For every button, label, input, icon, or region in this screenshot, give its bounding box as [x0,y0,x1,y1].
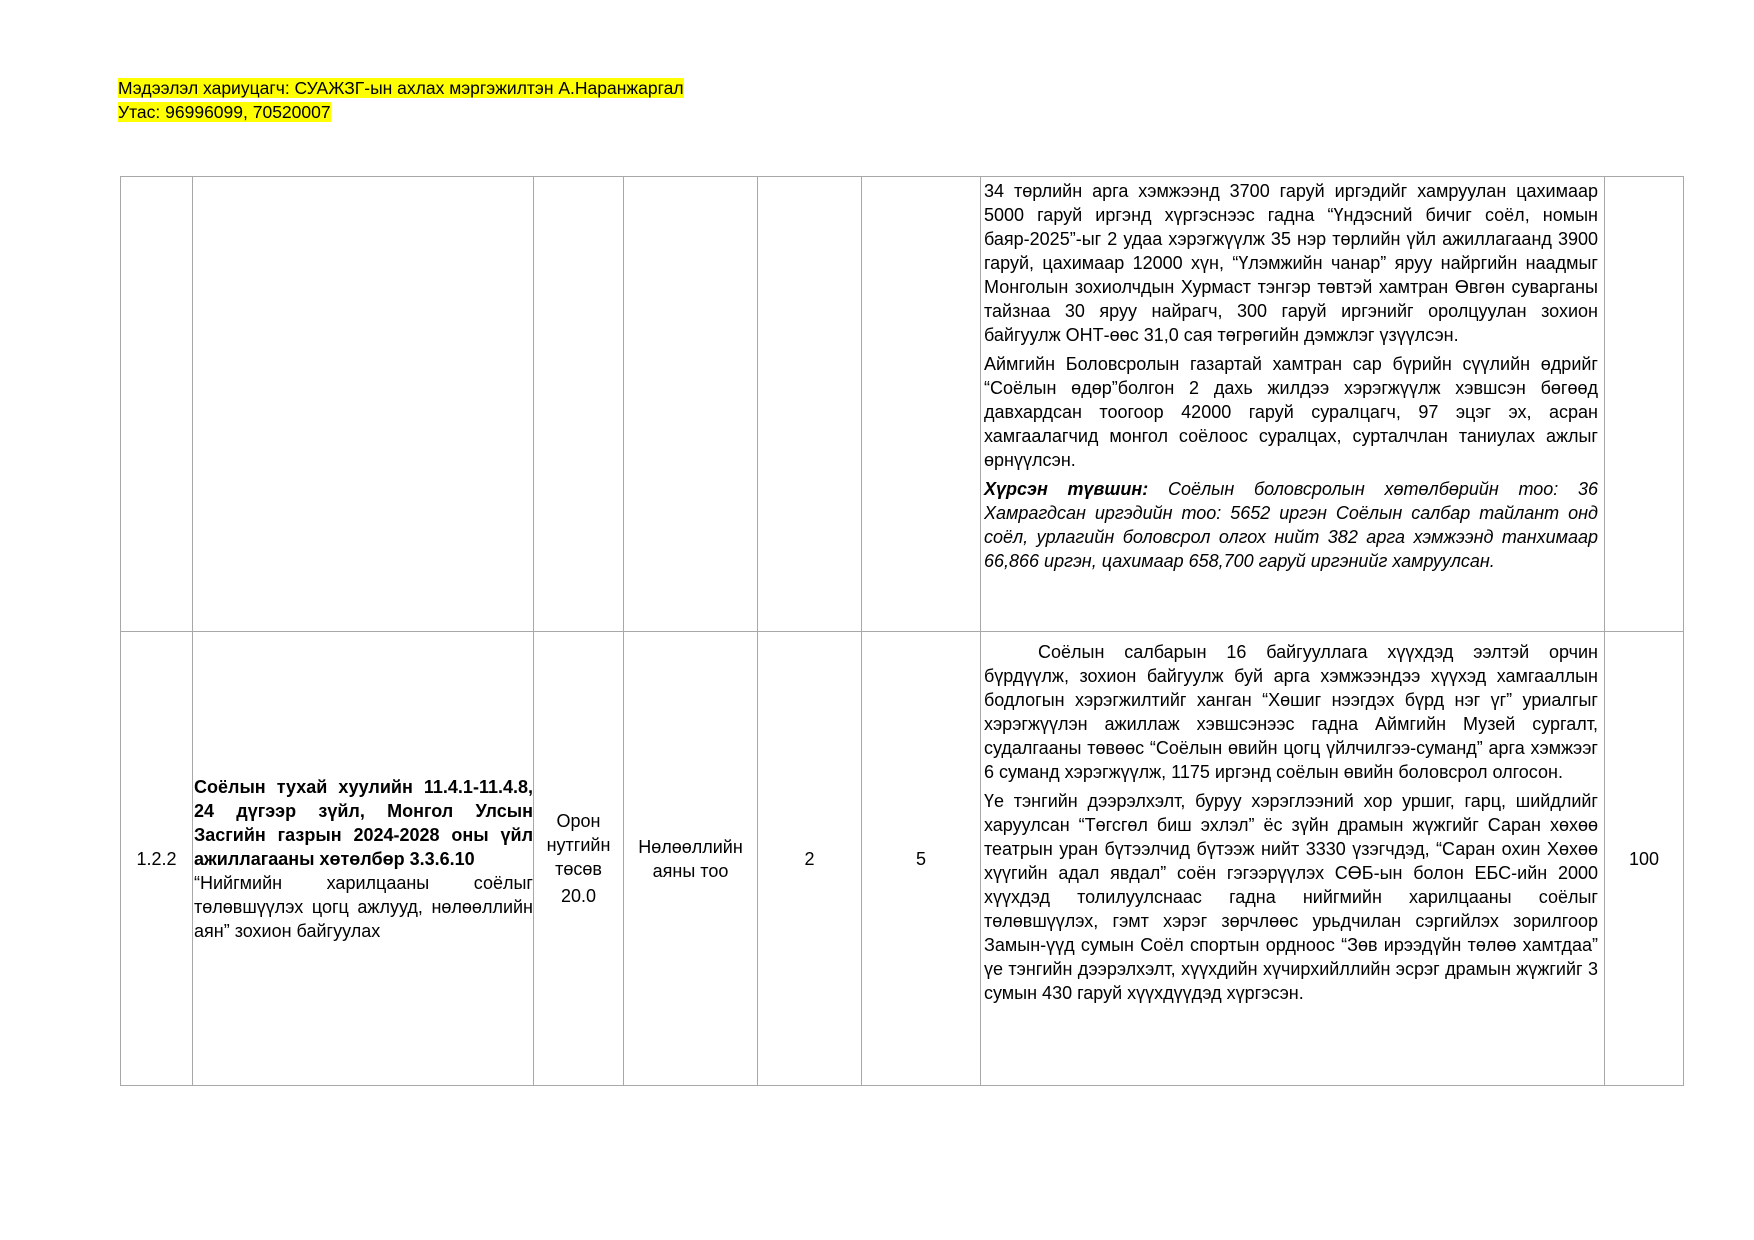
responsible-info [118,76,684,124]
achieved-label: Хүрсэн түвшин: [984,479,1149,499]
baseline-cell [758,177,862,632]
funding-cell [534,177,624,632]
phone-numbers: Утас: 96996099, 70520007 [118,102,331,122]
indicator-cell [624,177,758,632]
target-cell [862,177,981,632]
score-cell [1605,177,1684,632]
funding-amount: 20.0 [560,886,597,906]
number-cell: 1.2.2 [121,632,193,1086]
description-paragraph: 34 төрлийн арга хэмжээнд 3700 гаруй иргэдийг хамруулан цахимаар 5000 гаруй иргэнд хүргэснээс гадна “Үндэсний бичиг соёл, номын баяр-2025”-ыг 2 удаа хэрэгжүүлж 35 нэр төрлийн үйл ажиллагаанд 3900 гаруй, цахимаар 12000 хүн, “Үлэмжийн чанар” яруу найргийн наадмыг Монголын зохиолчдын Хурмаст тэнгэр төвтэй хамтран Өвгөн суварганы тайзнаа 30 яруу найрагч, 300 гаруй иргэнийг оролцуулан зохион байгуулж ОНТ-өөс 31,0 сая төгрөгийн дэмжлэг үзүүлсэн. [984,181,1598,345]
report-table [120,176,1684,1086]
indicator-cell: Нөлөөллийн аяны тоо [624,632,758,1086]
action-name-bold: Соёлын тухай хуулийн 11.4.1-11.4.8, 24 дүгээр зүйл, Монгол Улсын Засгийн газрын 2024-2028 оны үйл ажиллагааны хөтөлбөр 3.3.6.10 [194,776,533,869]
number-cell [121,177,193,632]
name-cell [193,632,534,1086]
score-cell: 100 [1605,632,1684,1086]
action-name-text: “Нийгмийн харилцааны соёлыг төлөвшүүлэх цогц ажлууд, нөлөөллийн аян” зохион байгуулах [194,872,533,941]
achieved-text: Соёлын боловсролын хөтөлбөрийн тоо: 36 Хамрагдсан иргэдийн тоо: 5652 иргэн Соёлын салбар тайлант онд соёл, урлагийн боловсрол олгох нийт 382 арга хэмжээнд танхимаар 66,866 иргэн, цахимаар 658,700 гаруй иргэнийг хамруулсан. [984,479,1598,571]
description-paragraph: Үе тэнгийн дээрэлхэлт, буруу хэрэглээний хор уршиг, гарц, шийдлийг харуулсан “Төгсгөл биш эхлэл” ёс зүйн драмын жүжгийг Саран хөхөө театрын уран бүтээлчид бүтээж нийт 3330 үзэгчдэд, “Саран охин Хөхөө хүүгийн адал явдал” соён гэгээрүүлэх СӨБ-ын болон ЕБС-ийн 2000 хүүхдэд толилуулснаас гадна нийгмийн харилцааны соёлыг төлөвшүүлэх, гэмт хэрэг зөрчлөөс урьдчилан сэргийлэх зорилгоор Замын-үүд сумын Соёл спортын ордноос “Зөв ирээдүйн төлөө хамтдаа” үе тэнгийн дээрэлхэлт, хүүхдийн хүчирхийллийн эсрэг драмын жүжгийг 3 сумын 430 гаруй хүүхдүүдэд хүргэсэн. [984,791,1598,1003]
description-paragraph: Соёлын салбарын 16 байгууллага хүүхдэд ээлтэй орчин бүрдүүлж, зохион байгуулж буй арга хэмжээндээ хүүхэд хамгааллын бодлогын хэрэгжилтийг ханган “Хөшиг нээгдэх бүрд нэг үг” уриалгыг хэрэгжүүлэн ажиллаж хэвшсэнээс гадна Аймгийн Музей сургалт, судалгааны төвөөс “Соёлын өвийн цогц үйлчилгээ-суманд” арга хэмжээг 6 суманд хэрэгжүүлж, 1175 иргэнд соёлын өвийн боловсрол олгосон. [984,642,1598,782]
description-cell [981,632,1605,1086]
name-cell [193,177,534,632]
funding-source: Орон нутгийн төсөв [546,811,611,879]
description-cell [981,177,1605,632]
target-cell: 5 [862,632,981,1086]
baseline-cell: 2 [758,632,862,1086]
description-paragraph: Аймгийн Боловсролын газартай хамтран сар бүрийн сүүлийн өдрийг “Соёлын өдөр”болгон 2 дахь жилдээ хэрэгжүүлж хэвшсэн бөгөөд давхардсан тоогоор 42000 гаруй суралцагч, 97 эцэг эх, асран хамгаалагчид монгол соёлоос суралцах, сурталчлан таниулах ажлыг өрнүүлсэн. [984,354,1598,470]
table-row [121,177,1684,632]
responsible-person: Мэдээлэл хариуцагч: СУАЖЗГ-ын ахлах мэргэжилтэн А.Наранжаргал [118,78,684,98]
table-row [121,632,1684,1086]
funding-cell [534,632,624,1086]
achieved-level [984,477,1598,573]
